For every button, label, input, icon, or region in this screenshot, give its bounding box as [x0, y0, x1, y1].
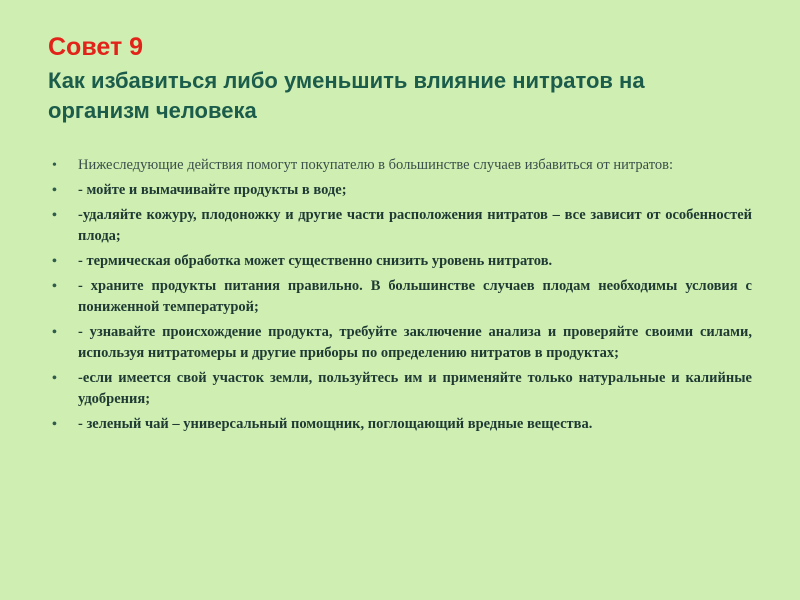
list-item	[50, 251, 752, 272]
list-item	[50, 276, 752, 318]
bullet-icon: •	[52, 325, 57, 340]
list-item-text: - мойте и вымачивайте продукты в воде;	[78, 182, 347, 198]
title-block	[48, 30, 748, 126]
bullet-icon: •	[52, 254, 57, 269]
list-item-text: Нижеследующие действия помогут покупателю в большинстве случаев избавиться от нитратов:	[78, 157, 673, 173]
slide-title: Как избавиться либо уменьшить влияние нитратов на организм человека	[48, 68, 645, 123]
bullet-icon: •	[52, 208, 57, 223]
bullet-icon: •	[52, 158, 57, 173]
list-item-text: - зеленый чай – универсальный помощник, поглощающий вредные вещества.	[78, 416, 593, 432]
list-item-text: -удаляйте кожуру, плодоножку и другие части расположения нитратов – все зависит от особенностей плода;	[78, 207, 752, 244]
list-item-text: -если имеется свой участок земли, пользуйтесь им и применяйте только натуральные и калийные удобрения;	[78, 370, 752, 407]
list-item	[50, 368, 752, 410]
bullet-icon: •	[52, 183, 57, 198]
list-item	[50, 205, 752, 247]
bullet-icon: •	[52, 279, 57, 294]
list-item	[50, 414, 752, 435]
bullet-list	[50, 155, 752, 435]
bullet-icon: •	[52, 417, 57, 432]
content-area	[50, 155, 752, 439]
list-item	[50, 155, 752, 176]
list-item-text: - храните продукты питания правильно. В большинстве случаев плодам необходимы условия с пониженной температурой;	[78, 278, 752, 315]
list-item	[50, 180, 752, 201]
list-item-text: - термическая обработка может существенно снизить уровень нитратов.	[78, 253, 553, 269]
slide-title-number: Совет 9	[48, 33, 144, 61]
list-item-text: - узнавайте происхождение продукта, требуйте заключение анализа и проверяйте своими силами, используя нитратомеры и другие приборы по определению нитратов в продуктах;	[78, 324, 752, 361]
list-item	[50, 322, 752, 364]
bullet-icon: •	[52, 371, 57, 386]
